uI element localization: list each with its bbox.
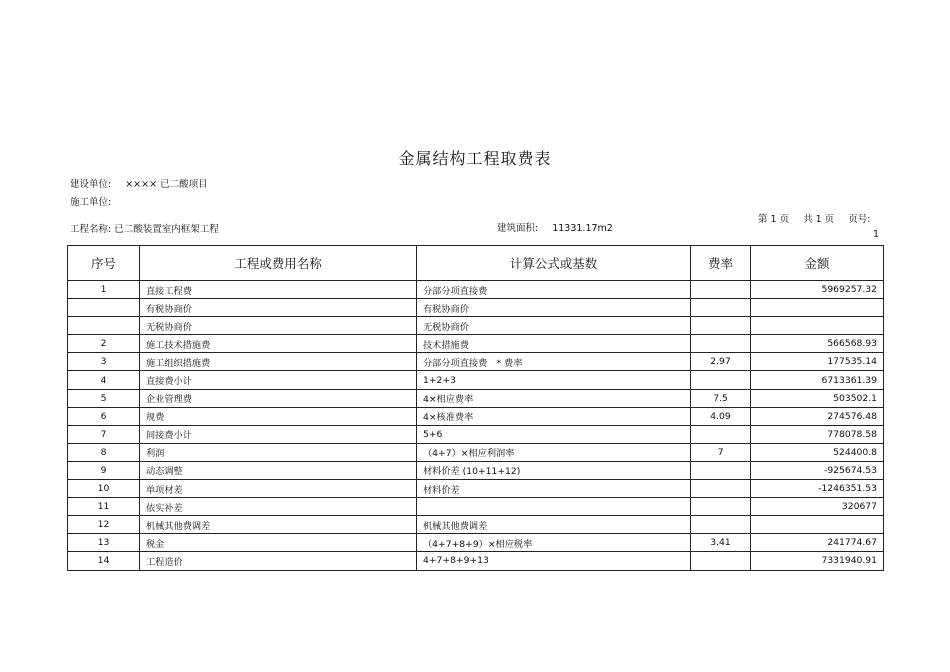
page-no-label: 页号: (848, 214, 871, 225)
cell-name: 直接工程费 (140, 281, 417, 299)
table-row (68, 516, 884, 534)
cell-formula: （4+7+8+9）×相应税率 (417, 534, 691, 552)
cell-rate: 7 (691, 443, 751, 461)
cell-amount: 7331940.91 (751, 552, 884, 570)
col-header-rate: 费率 (691, 246, 751, 281)
cell-name: 无税协商价 (140, 317, 417, 335)
cell-formula: 分部分项直接费 * 费率 (417, 353, 691, 371)
cell-formula (417, 498, 691, 516)
cell-formula: 无税协商价 (417, 317, 691, 335)
cell-rate (691, 317, 751, 335)
cell-no: 13 (68, 534, 140, 552)
cell-rate (691, 552, 751, 570)
cell-formula: 分部分项直接费 (417, 281, 691, 299)
cell-name: 税金 (140, 534, 417, 552)
cell-rate: 2.97 (691, 353, 751, 371)
col-header-name: 工程或费用名称 (140, 246, 417, 281)
cell-amount: 274576.48 (751, 407, 884, 425)
cell-no: 2 (68, 335, 140, 353)
cell-no: 3 (68, 353, 140, 371)
cell-name: 利润 (140, 443, 417, 461)
project-value: 已二酸装置室内框架工程 (114, 224, 219, 235)
cell-amount: 177535.14 (751, 353, 884, 371)
page-number-label: 第 1 页 (758, 214, 790, 225)
cell-name: 施工技术措施费 (140, 335, 417, 353)
cell-rate: 7.5 (691, 389, 751, 407)
cell-formula: 材料价差 (10+11+12) (417, 461, 691, 479)
cell-name: 单项材差 (140, 480, 417, 498)
cell-no: 5 (68, 389, 140, 407)
col-header-formula: 计算公式或基数 (417, 246, 691, 281)
col-header-no: 序号 (68, 246, 140, 281)
table-row (68, 371, 884, 389)
cell-amount: -1246351.53 (751, 480, 884, 498)
cell-rate (691, 516, 751, 534)
cell-rate (691, 480, 751, 498)
cell-rate (691, 371, 751, 389)
table-row (68, 407, 884, 425)
cell-no: 12 (68, 516, 140, 534)
cell-name: 机械其他费调差 (140, 516, 417, 534)
cell-no: 10 (68, 480, 140, 498)
cell-amount: 5969257.32 (751, 281, 884, 299)
cell-amount: 566568.93 (751, 335, 884, 353)
cell-rate (691, 299, 751, 317)
cell-rate (691, 281, 751, 299)
cell-name: 依实补差 (140, 498, 417, 516)
cell-name: 规费 (140, 407, 417, 425)
cell-rate (691, 461, 751, 479)
table-row (68, 317, 884, 335)
cell-amount (751, 317, 884, 335)
cell-formula: 技术措施费 (417, 335, 691, 353)
cell-amount (751, 516, 884, 534)
cell-no: 1 (68, 281, 140, 299)
cell-amount: 503502.1 (751, 389, 884, 407)
cell-rate: 4.09 (691, 407, 751, 425)
area-line (497, 220, 613, 234)
table-row (68, 281, 884, 299)
table-row (68, 498, 884, 516)
cell-name: 直接费小计 (140, 371, 417, 389)
page-title: 金属结构工程取费表 (398, 149, 552, 168)
table-row (68, 552, 884, 570)
cell-formula: 1+2+3 (417, 371, 691, 389)
cell-amount: -925674.53 (751, 461, 884, 479)
cell-amount: 241774.67 (751, 534, 884, 552)
cell-formula: 5+6 (417, 425, 691, 443)
cell-name: 间接费小计 (140, 425, 417, 443)
cell-formula: 有税协商价 (417, 299, 691, 317)
area-value: 11331.17m2 (552, 223, 613, 234)
contractor-label: 施工单位: (70, 197, 112, 208)
page-info-line (758, 211, 870, 225)
table-row (68, 353, 884, 371)
table-row (68, 443, 884, 461)
cell-name: 施工组织措施费 (140, 353, 417, 371)
cell-name: 有税协商价 (140, 299, 417, 317)
table-row (68, 534, 884, 552)
cell-name: 动态调整 (140, 461, 417, 479)
contractor-line (70, 194, 111, 208)
cell-no: 11 (68, 498, 140, 516)
builder-line (70, 176, 208, 190)
cell-no: 4 (68, 371, 140, 389)
cell-formula: 机械其他费调差 (417, 516, 691, 534)
cell-formula: 4+7+8+9+13 (417, 552, 691, 570)
cell-no (68, 317, 140, 335)
total-pages-label: 共 1 页 (803, 214, 835, 225)
project-line (70, 221, 219, 235)
cell-rate (691, 425, 751, 443)
cell-no: 7 (68, 425, 140, 443)
cell-amount (751, 299, 884, 317)
cell-name: 工程造价 (140, 552, 417, 570)
cell-formula: 4×核准费率 (417, 407, 691, 425)
cell-amount: 320677 (751, 498, 884, 516)
cell-amount: 6713361.39 (751, 371, 884, 389)
page-no-value: 1 (873, 229, 880, 240)
fee-table (67, 245, 884, 571)
cell-no: 14 (68, 552, 140, 570)
builder-label: 建设单位: (70, 179, 112, 190)
cell-rate (691, 335, 751, 353)
builder-value: ×××× 已二酸项目 (125, 179, 208, 190)
table-row (68, 299, 884, 317)
cell-no: 8 (68, 443, 140, 461)
cell-rate (691, 498, 751, 516)
cell-name: 企业管理费 (140, 389, 417, 407)
table-row (68, 480, 884, 498)
cell-formula: 4×相应费率 (417, 389, 691, 407)
cell-formula: 材料价差 (417, 480, 691, 498)
table-row (68, 461, 884, 479)
cell-no: 6 (68, 407, 140, 425)
cell-rate: 3.41 (691, 534, 751, 552)
project-label: 工程名称: (70, 224, 112, 235)
area-label: 建筑面积: (497, 223, 539, 234)
cell-formula: （4+7）×相应利润率 (417, 443, 691, 461)
table-header-row (68, 246, 884, 281)
table-row (68, 389, 884, 407)
table-row (68, 425, 884, 443)
cell-amount: 778078.58 (751, 425, 884, 443)
table-row (68, 335, 884, 353)
col-header-amount: 金额 (751, 246, 884, 281)
cell-no (68, 299, 140, 317)
cell-no: 9 (68, 461, 140, 479)
cell-amount: 524400.8 (751, 443, 884, 461)
